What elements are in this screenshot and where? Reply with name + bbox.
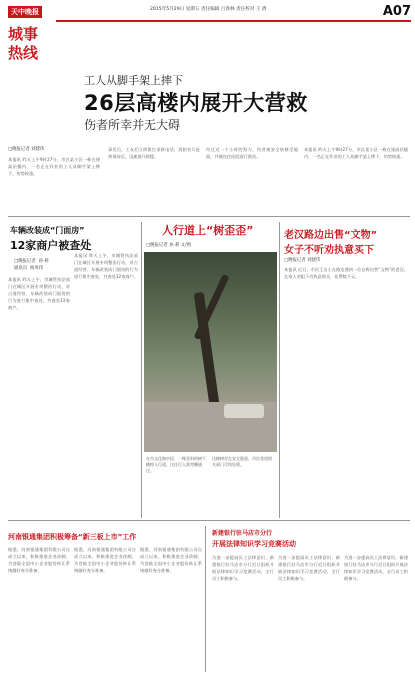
bottom-right-headline: 开展法律知识学习竞赛活动 — [212, 540, 296, 548]
right-story-byline: □晚报记者 刘建伟 — [284, 258, 321, 263]
left-story-headline: 12家商户被查处 — [10, 239, 92, 252]
section-title-line2: 热线 — [8, 44, 39, 62]
section-title-line1: 城事 — [8, 25, 39, 43]
bottom-right-col3: 为进一步提高员工法律意识，新建银行驻马店市分行近日组织开展法律知识学习竞赛活动，全行员工积极参与。 — [344, 555, 408, 581]
section-divider — [8, 216, 410, 217]
bottom-right-col2: 为进一步提高员工法律意识，新建银行驻马店市分行近日组织开展法律知识学习竞赛活动，全行员工积极参与。 — [278, 555, 340, 581]
bottom-left-col2: 据悉，河南银通集团有限公司自成立以来，积极推进企业改制，为登陆全国中小企业股份转让系统做好充分准备。 — [74, 547, 136, 573]
section-title — [8, 25, 52, 63]
street-tree-photo — [144, 252, 277, 452]
lead-subhead: 伤者所幸并无大碍 — [84, 118, 181, 132]
bottom-left-col1: 据悉，河南银通集团有限公司自成立以来，积极推进企业改制，为登陆全国中小企业股份转让系统做好充分准备。 — [8, 547, 70, 573]
page-info: 2015年5月29日 星期五 责任编辑 吕春林 责任校对 王 倩 — [150, 7, 267, 12]
bottom-right-col1: 为进一步提高员工法律意识，新建银行驻马店市分行近日组织开展法律知识学习竞赛活动，全行员工积极参与。 — [212, 555, 274, 581]
bottom-left-headline: 河南银通集团积极筹备“新三板上市”工作 — [8, 533, 137, 541]
header-rule — [56, 20, 411, 22]
column-rule — [141, 222, 142, 518]
left-story-col1: 本报讯 昨天上午，市城管执法部门在城区开展专项整治行动，对占道经营、车辆改装成门面房的行为进行集中查处，共查处12家商户。 — [8, 277, 70, 310]
newspaper-logo: 天中晚报 — [8, 6, 42, 18]
lead-col3: 经过近一个小时的努力，伤者被安全转移至地面，并被送往医院进行救治。 — [206, 147, 298, 159]
lead-col1: 本报讯 昨天上午9时27分，市区某小区一栋在建高层楼内，一名正在作业的工人从脚手架上摔下，伤势较重。 — [8, 157, 100, 176]
left-story-kicker: 车辆改装成“门面房” — [10, 226, 85, 235]
right-story-kicker: 老汉路边出售“文物” — [284, 230, 378, 241]
photo-caption-right: 这棵树存在安全隐患，市民希望相关部门尽快处理。 — [212, 456, 272, 467]
photo-caption-left: 在市文化路中段，一棵歪斜的树干横跨人行道，过往行人需弯腰通过。 — [146, 456, 206, 473]
bottom-right-kicker: 新建银行驻马店市分行 — [212, 530, 273, 537]
right-story-headline: 女子不听劝执意买下 — [284, 245, 374, 256]
lead-col4: 本报讯 昨天上午9时27分，市区某小区一栋在建高层楼内，一名正在作业的工人从脚手架上摔下，伤势较重。 — [304, 147, 408, 159]
lead-headline: 26层高楼内展开大营救 — [84, 91, 308, 115]
center-story-headline: 人行道上“树歪歪” — [162, 224, 254, 237]
column-rule — [279, 222, 280, 518]
left-story-byline: □晚报记者 孙 莉 通讯员 杨凤伟 — [14, 259, 49, 271]
lead-col2: 事发后，工友们立即拨打求救电话，消防官兵赶到现场后，迅速展开救援。 — [108, 147, 200, 159]
center-story-byline: □晚报记者 孙 莉 文/图 — [146, 243, 191, 248]
lead-kicker: 工人从脚手架上摔下 — [84, 74, 183, 87]
bottom-left-col3: 据悉，河南银通集团有限公司自成立以来，积极推进企业改制，为登陆全国中小企业股份转让系统做好充分准备。 — [140, 547, 202, 573]
lead-byline: □晚报记者 刘建伟 — [8, 147, 45, 152]
right-story-body: 本报讯 近日，市民王女士在路边遇到一位自称出售“文物”的老汉，在家人劝阻下仍执意购买，花费数千元。 — [284, 267, 408, 279]
section-divider — [8, 520, 410, 521]
page-code: A07 — [382, 4, 411, 19]
column-rule — [205, 526, 206, 672]
left-story-col2: 本报讯 昨天上午，市城管执法部门在城区开展专项整治行动，对占道经营、车辆改装成门面房的行为进行集中查处，共查处12家商户。 — [74, 253, 138, 279]
